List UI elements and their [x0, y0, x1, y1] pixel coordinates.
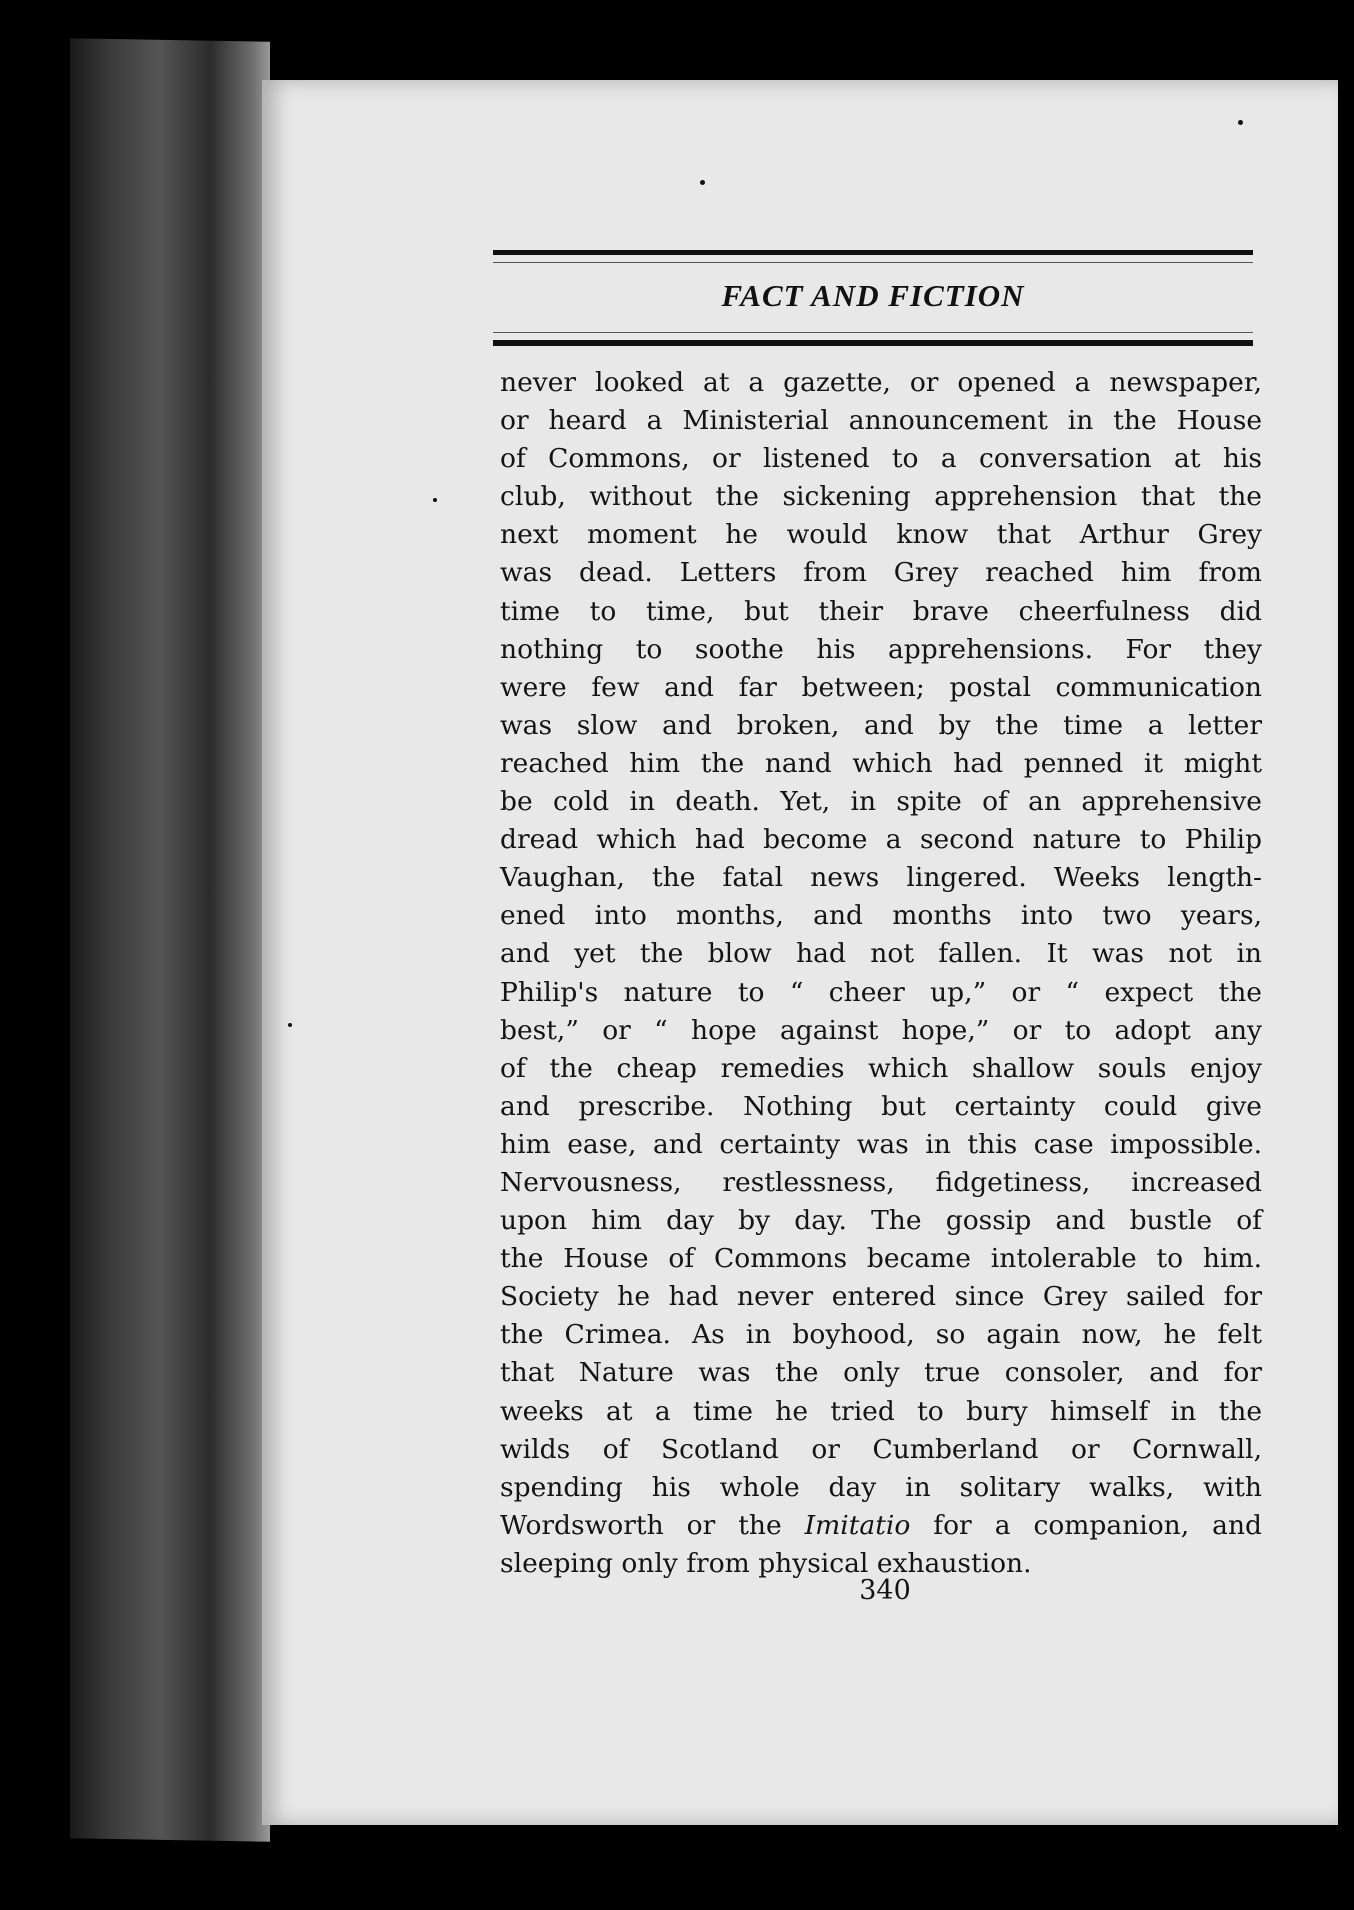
header-rule-top — [493, 250, 1253, 255]
text-line-7: time to time, but their brave cheerfulness did — [500, 595, 1262, 627]
text-line-28: weeks at a time he tried to bury himself in the — [500, 1395, 1262, 1427]
text-line-26: the Crimea. As in boyhood, so again now, he felt — [500, 1319, 1262, 1351]
header-rule-bottom-thin — [493, 332, 1253, 333]
text-line-31 — [500, 1507, 1262, 1545]
text-line-4: club, without the sickening apprehension that the — [500, 481, 1262, 513]
text-line-22: Nervousness, restlessness, fidgetiness, increased — [500, 1166, 1262, 1198]
text-line-31-end: for a companion, and — [910, 1509, 1263, 1541]
page-number: 340 — [859, 1575, 911, 1606]
imitatio-italic: Imitatio — [804, 1509, 911, 1541]
page-speck — [288, 1023, 292, 1027]
text-line-11: reached him the nand which had penned it might — [500, 747, 1262, 779]
text-line-12: be cold in death. Yet, in spite of an apprehensive — [500, 786, 1262, 818]
text-line-6: was dead. Letters from Grey reached him from — [500, 557, 1262, 589]
text-line-5: next moment he would know that Arthur Grey — [500, 519, 1262, 551]
page-speck — [700, 180, 705, 185]
text-line-30: spending his whole day in solitary walks, with — [500, 1471, 1262, 1503]
text-line-27: that Nature was the only true consoler, and for — [500, 1357, 1262, 1389]
text-line-13: dread which had become a second nature to Philip — [500, 824, 1262, 856]
text-line-31-start: Wordsworth or the — [500, 1509, 805, 1541]
text-line-14: Vaughan, the fatal news lingered. Weeks length- — [500, 862, 1262, 894]
text-line-29: wilds of Scotland or Cumberland or Cornwall, — [500, 1433, 1262, 1465]
text-line-15: ened into months, and months into two years, — [500, 900, 1262, 932]
text-line-10: was slow and broken, and by the time a letter — [500, 709, 1262, 741]
text-line-16: and yet the blow had not fallen. It was not in — [500, 938, 1262, 970]
text-line-18: best,” or “ hope against hope,” or to adopt any — [500, 1014, 1262, 1046]
header-rule-bottom — [493, 340, 1253, 346]
running-head: FACT AND FICTION — [721, 278, 1025, 313]
text-line-25: Society he had never entered since Grey sailed for — [500, 1281, 1262, 1313]
page-speck — [433, 498, 437, 502]
body-text — [500, 364, 1262, 1583]
text-line-23: upon him day by day. The gossip and bustle of — [500, 1205, 1262, 1237]
text-line-8: nothing to soothe his apprehensions. For they — [500, 633, 1262, 665]
book-spine-edge — [70, 38, 270, 1841]
text-line-32: sleeping only from physical exhaustion. — [500, 1547, 1032, 1579]
text-line-21: him ease, and certainty was in this case impossible. — [500, 1128, 1262, 1160]
text-line-3: of Commons, or listened to a conversation at his — [500, 443, 1262, 475]
text-line-19: of the cheap remedies which shallow souls enjoy — [500, 1052, 1262, 1084]
text-line-24: the House of Commons became intolerable to him. — [500, 1243, 1262, 1275]
text-line-17: Philip's nature to “ cheer up,” or “ expect the — [500, 976, 1262, 1008]
page-speck — [1238, 120, 1243, 125]
header-rule-top-thin — [493, 262, 1253, 263]
text-line-2: or heard a Ministerial announcement in the House — [500, 405, 1262, 437]
text-line-1: never looked at a gazette, or opened a newspaper, — [500, 367, 1262, 398]
text-line-9: were few and far between; postal communication — [500, 671, 1262, 703]
text-line-20: and prescribe. Nothing but certainty could give — [500, 1090, 1262, 1122]
